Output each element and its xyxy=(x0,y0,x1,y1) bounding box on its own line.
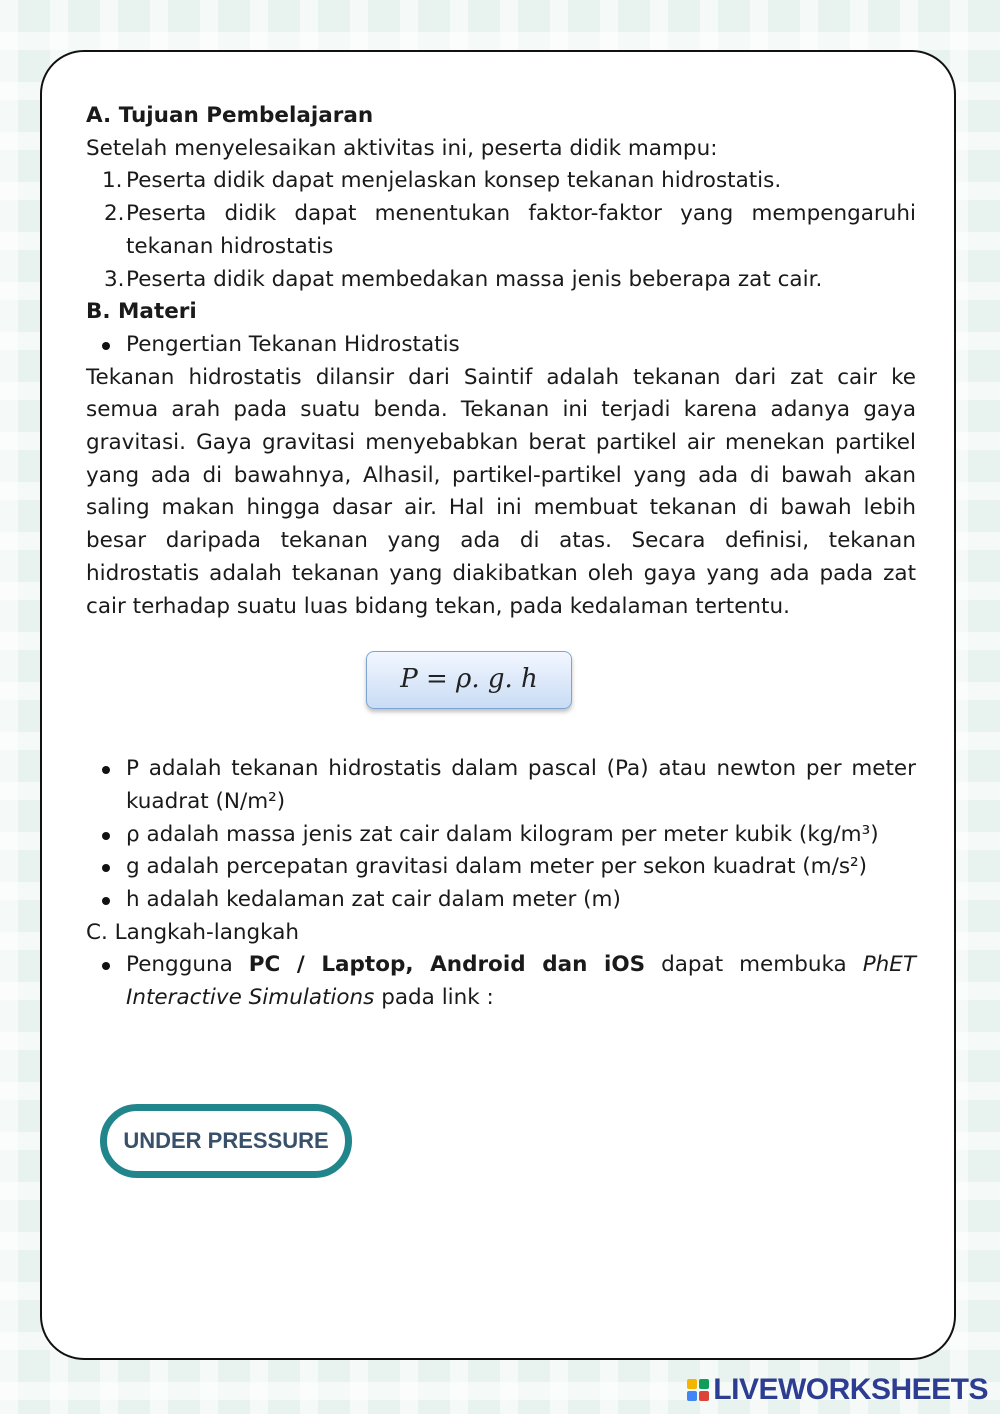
liveworksheets-logo xyxy=(687,1372,988,1408)
section-b-heading: B. Materi xyxy=(86,299,197,325)
formula-area xyxy=(86,623,916,753)
section-a-heading: A. Tujuan Pembelajaran xyxy=(86,103,374,128)
logo-square xyxy=(687,1391,697,1401)
step-devices: PC / Laptop, Android dan iOS xyxy=(248,952,646,978)
materi-topic-list xyxy=(86,329,916,362)
bullet-icon xyxy=(102,342,110,350)
bullet-icon xyxy=(102,832,110,840)
bullet-icon xyxy=(102,962,110,970)
liveworksheets-logo-icon xyxy=(687,1379,709,1401)
logo-square xyxy=(699,1391,709,1401)
formula-box: P = ρ. g. h xyxy=(366,651,572,709)
definition-text: P adalah tekanan hidrostatis dalam pascal (Pa) atau newton per meter kuadrat (N/m²) xyxy=(126,756,916,814)
section-a-intro: Setelah menyelesaikan aktivitas ini, peserta didik mampu: xyxy=(86,135,718,161)
bullet-icon xyxy=(102,897,110,905)
list-item xyxy=(86,753,916,818)
definition-text: g adalah percepatan gravitasi dalam meter per sekon kuadrat (m/s²) xyxy=(126,854,868,880)
definition-text: h adalah kedalaman zat cair dalam meter (m) xyxy=(126,887,621,913)
bullet-icon xyxy=(102,864,110,872)
materi-paragraph: Tekanan hidrostatis dilansir dari Saintif adalah tekanan dari zat cair ke semua arah pada suatu benda. Tekanan ini terjadi karena adanya gaya gravitasi. Gaya gravitasi menyebabkan berat partikel air menekan partikel yang ada di bawahnya, Alhasil, partikel-partikel yang ada di bawah akan saling makan hingga dasar air. Hal ini membuat tekanan di bawah lebih besar daripada tekanan yang ada di atas. Secara definisi, tekanan hidrostatis adalah tekanan yang diakibatkan oleh gaya yang ada pada zat cair terhadap suatu luas bidang tekan, pada kedalaman tertentu. xyxy=(86,364,916,619)
step-suffix: pada link : xyxy=(374,985,494,1011)
step-phet: PhET Interactive Simulations xyxy=(126,952,916,1011)
list-item xyxy=(86,851,916,884)
bullet-icon xyxy=(102,766,110,774)
list-item xyxy=(86,884,916,917)
step-prefix: Pengguna xyxy=(126,952,249,978)
section-c-heading: C. Langkah-langkah xyxy=(86,919,300,945)
definition-list xyxy=(86,753,916,917)
steps-list xyxy=(86,949,916,1014)
topic-text: Pengertian Tekanan Hidrostatis xyxy=(126,331,460,357)
objective-item xyxy=(86,264,916,297)
objectives-list xyxy=(86,165,916,296)
objective-number: 3. xyxy=(104,266,125,292)
list-item xyxy=(86,949,916,1014)
logo-square xyxy=(699,1379,709,1389)
objective-number: 1. xyxy=(102,168,123,194)
under-pressure-link-button[interactable]: UNDER PRESSURE xyxy=(100,1104,352,1178)
objective-text: Peserta didik dapat menjelaskan konsep tekanan hidrostatis. xyxy=(126,168,782,194)
worksheet-content xyxy=(86,100,916,1015)
objective-item xyxy=(86,198,916,263)
step-mid: dapat membuka xyxy=(645,952,863,978)
objective-number: 2. xyxy=(104,201,125,227)
liveworksheets-logo-text: LIVEWORKSHEETS xyxy=(713,1373,988,1406)
objective-text: Peserta didik dapat menentukan faktor-faktor yang mempengaruhi tekanan hidrostatis xyxy=(126,201,916,259)
definition-text: ρ adalah massa jenis zat cair dalam kilogram per meter kubik (kg/m³) xyxy=(126,821,879,847)
list-item xyxy=(86,819,916,852)
logo-square xyxy=(687,1379,697,1389)
list-item xyxy=(86,329,916,362)
objective-item xyxy=(86,165,916,198)
objective-text: Peserta didik dapat membedakan massa jenis beberapa zat cair. xyxy=(126,266,823,292)
